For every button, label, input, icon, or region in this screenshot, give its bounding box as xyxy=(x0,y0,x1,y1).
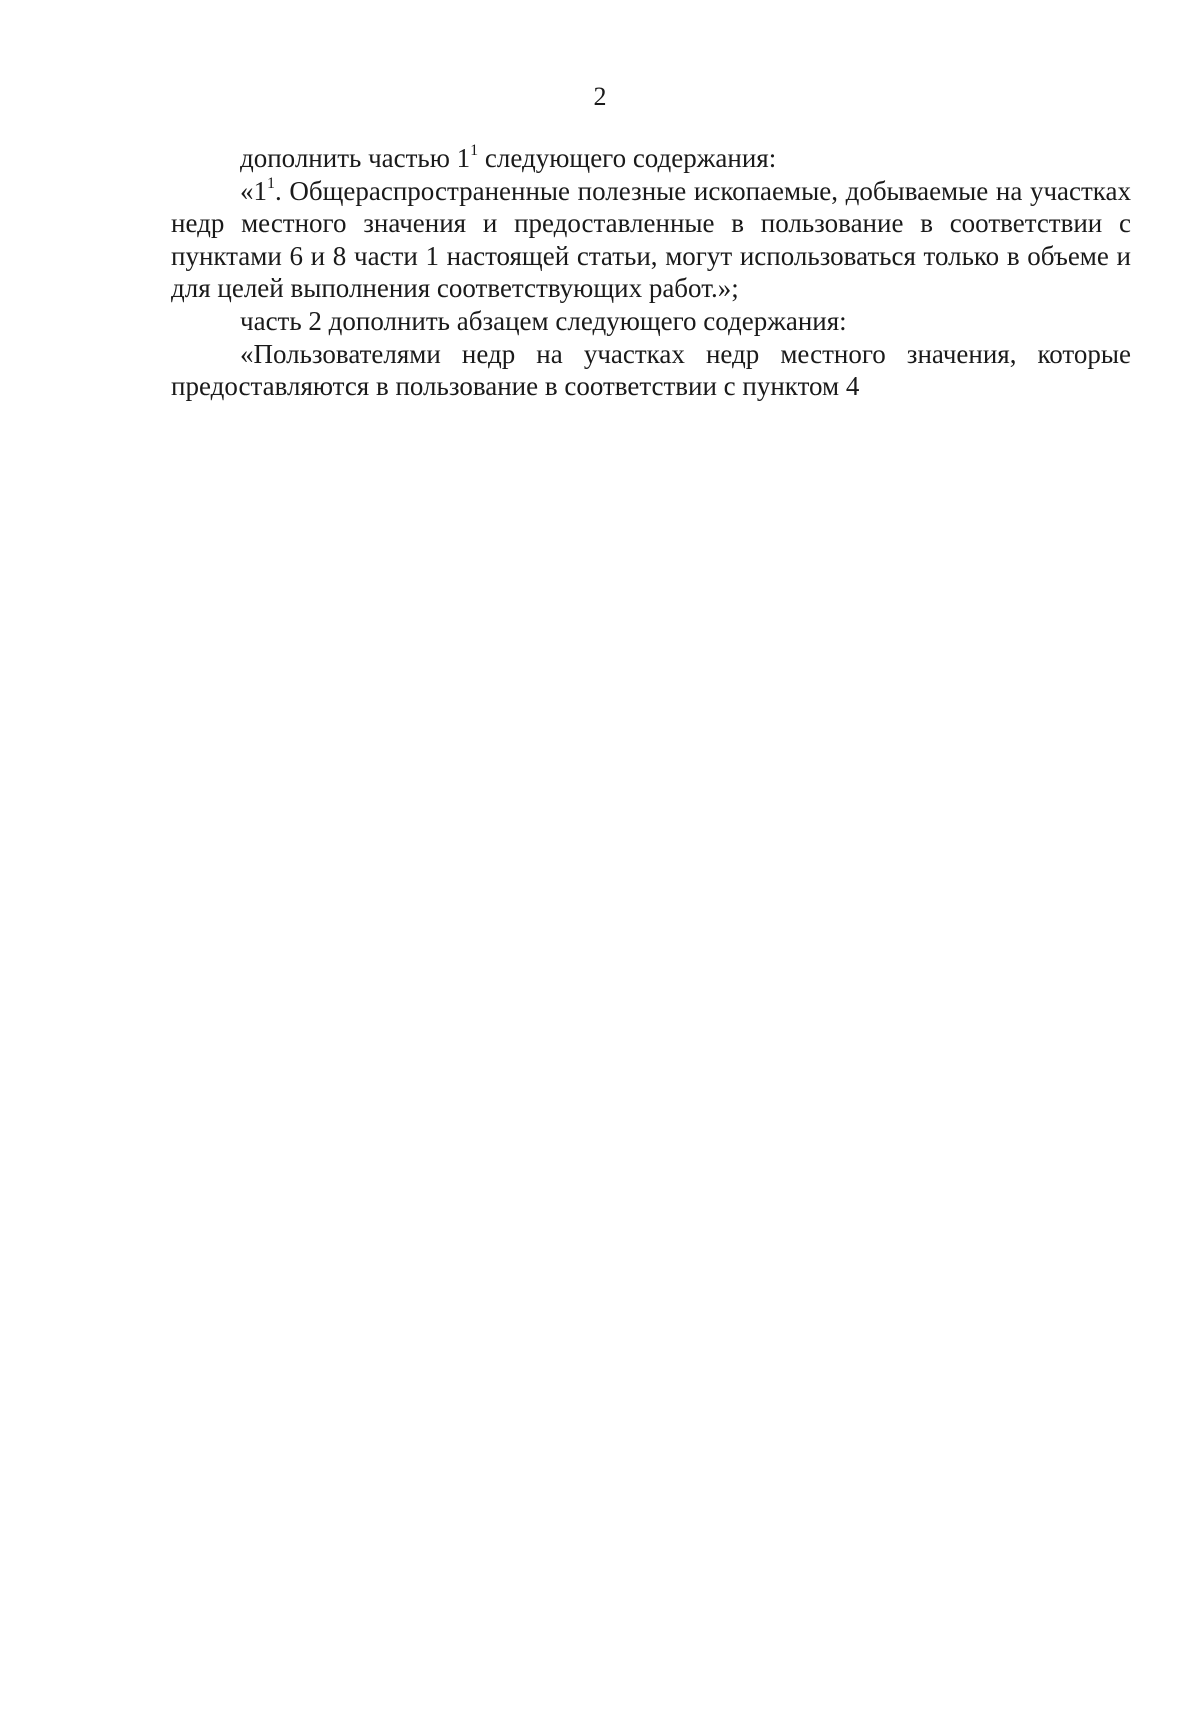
paragraph-2-text: «1 xyxy=(240,175,267,206)
paragraph-2-superscript: 1 xyxy=(267,174,275,192)
paragraph-3 xyxy=(171,305,1131,338)
paragraph-1-superscript: 1 xyxy=(470,142,479,159)
paragraph-1-text-cont: следующего содержания: xyxy=(478,143,777,173)
page-number: 2 xyxy=(593,82,607,111)
paragraph-2 xyxy=(171,175,1131,305)
paragraph-1 xyxy=(171,142,1131,175)
paragraph-1-text: дополнить частью 1 xyxy=(240,143,471,173)
paragraph-2-text-cont: . Общераспространенные полезные ископаемые, добываемые на участках недр местного значения и предоставленные в пользование в соответствии с пунктами 6 и 8 части 1 настоящей статьи, могут использоваться только в объеме и для целей выполнения соответствующих работ.»; xyxy=(171,175,1131,304)
paragraph-4-text: «Пользователями недр на участках недр местного значения, которые предоставляются в пользование в соответствии с пунктом 4 xyxy=(171,338,1131,402)
paragraph-4 xyxy=(171,338,1131,403)
paragraph-3-text: часть 2 дополнить абзацем следующего содержания: xyxy=(240,305,847,336)
document-body xyxy=(171,142,1131,403)
